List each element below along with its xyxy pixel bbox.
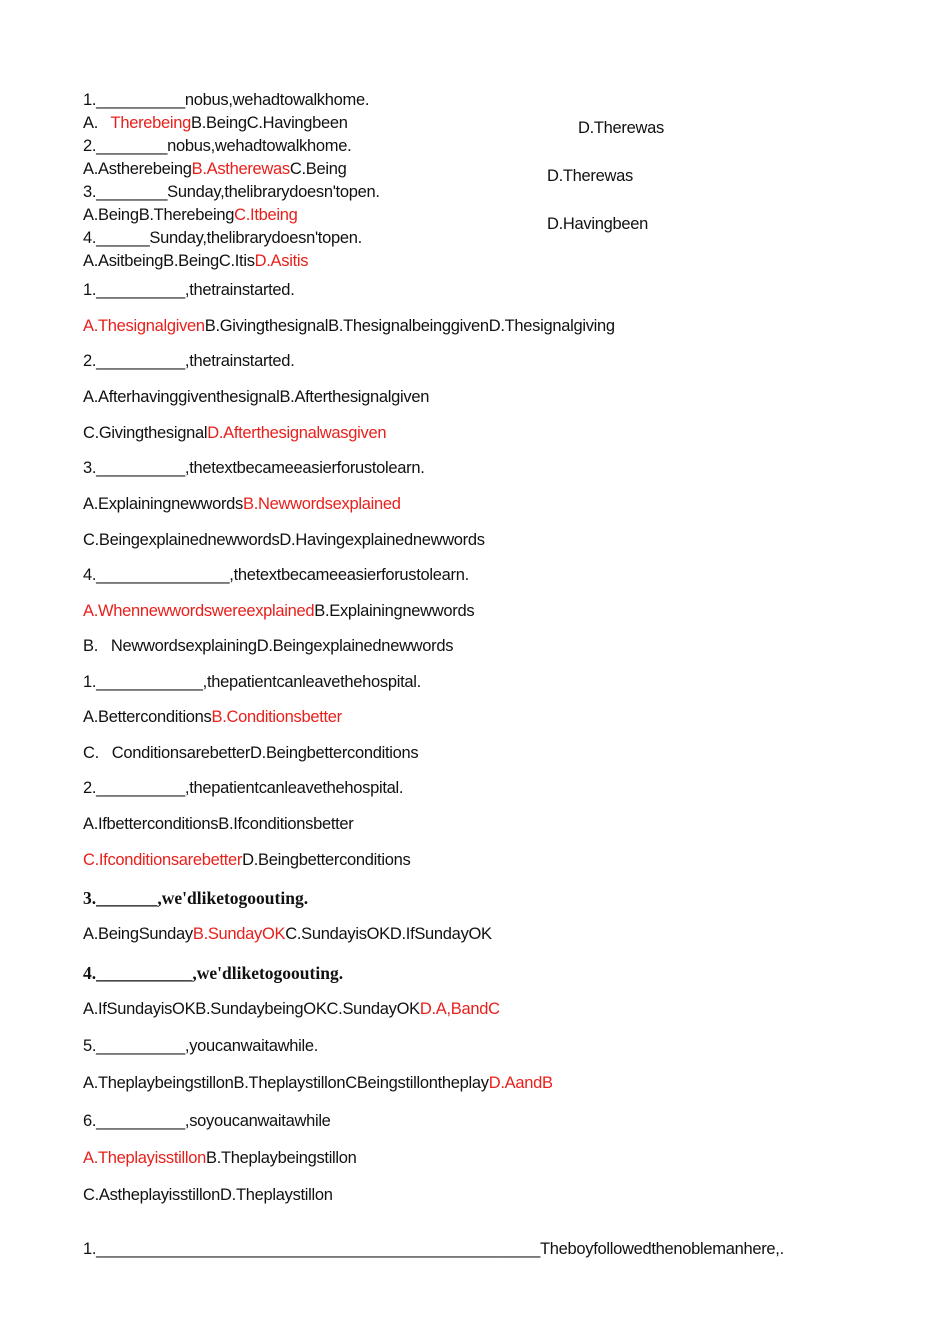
exercise-line-q2-b: [83, 351, 294, 371]
answer-text: D.Asitis: [254, 252, 309, 270]
line-text: C.SundayisOKD.IfSundayOK: [285, 925, 492, 943]
answer-text: B.Astherewas: [191, 160, 290, 178]
answer-text: A.Theplayisstillon: [83, 1149, 206, 1167]
line-text: 3.________Sunday,thelibrarydoesn'topen.: [83, 183, 380, 201]
answer-text: Therebeing: [110, 114, 192, 132]
line-text: 3._______,we'dliketogoouting.: [83, 888, 309, 908]
exercise-line-q5-c-options: [83, 1073, 553, 1093]
line-text: A.TheplaybeingstillonB.TheplaystillonCBeingstillontheplay: [83, 1074, 489, 1092]
exercise-line-q1-a-options: [83, 113, 348, 133]
exercise-line-q2-c-options-2: [83, 850, 410, 870]
side-option-q1-a-option-d: D.Therewas: [578, 119, 664, 137]
side-option-q2-a-option-d: D.Therewas: [547, 167, 633, 185]
line-text: 1.____________,thepatientcanleavethehospital.: [83, 673, 421, 691]
line-text: 2.__________,thepatientcanleavethehospital.: [83, 779, 404, 797]
line-text: B.GivingthesignalB.ThesignalbeinggivenD.Thesignalgiving: [204, 317, 615, 335]
exercise-line-q1-d: [83, 1239, 784, 1259]
exercise-line-q1-c-options-1: [83, 707, 342, 727]
answer-text: C.Ifconditionsarebetter: [83, 851, 243, 869]
line-text: 4.___________,we'dliketogoouting.: [83, 963, 344, 983]
answer-text: B.Newwordsexplained: [243, 495, 401, 513]
exercise-line-q3-b-options-1: [83, 494, 401, 514]
exercise-line-q3-b-options-2: [83, 530, 485, 550]
line-text: D.Beingbetterconditions: [242, 851, 411, 869]
answer-text: D.A,BandC: [419, 1000, 500, 1018]
line-text: A.Betterconditions: [83, 708, 212, 726]
exercise-line-q1-b: [83, 280, 294, 300]
line-text: B.Explainingnewwords: [314, 602, 475, 620]
exercise-line-q3-c: [83, 888, 308, 908]
exercise-line-q2-a-options: [83, 159, 346, 179]
exercise-line-q4-c: [83, 963, 343, 983]
line-text: B.BeingC.Havingbeen: [191, 114, 348, 132]
line-text: A.IfSundayisOKB.SundaybeingOKC.SundayOK: [83, 1000, 420, 1018]
answer-text: B.SundayOK: [192, 925, 286, 943]
line-text: 1.__________nobus,wehadtowalkhome.: [83, 91, 370, 109]
exercise-line-q3-c-options: [83, 924, 492, 944]
exercise-line-q3-a-options: [83, 205, 298, 225]
line-text: C. ConditionsarebetterD.Beingbetterconditions: [83, 744, 419, 762]
line-text: 6.__________,soyoucanwaitawhile: [83, 1112, 331, 1130]
answer-text: C.Itbeing: [234, 206, 298, 224]
line-text: 2.________nobus,wehadtowalkhome.: [83, 137, 352, 155]
line-text: C.BeingexplainednewwordsD.Havingexplainednewwords: [83, 531, 485, 549]
line-text: A.Explainingnewwords: [83, 495, 244, 513]
exercise-line-q6-c-options-2: [83, 1185, 333, 1205]
exercise-line-q4-b: [83, 565, 469, 585]
line-text: A.AfterhavinggiventhesignalB.Afterthesignalgiven: [83, 388, 430, 406]
line-text: A.BeingSunday: [83, 925, 193, 943]
answer-text: B.Conditionsbetter: [211, 708, 342, 726]
exercise-line-q1-b-options: [83, 316, 615, 336]
side-option-q3-a-option-d: D.Havingbeen: [547, 215, 648, 233]
exercise-line-q4-b-options-1: [83, 601, 474, 621]
line-text: A.Astherebeing: [83, 160, 192, 178]
line-text: 5.__________,youcanwaitawhile.: [83, 1037, 319, 1055]
line-text: A.: [83, 114, 111, 132]
line-text: A.AsitbeingB.BeingC.Itis: [83, 252, 255, 270]
exercise-line-q2-c-options-1: [83, 814, 354, 834]
line-text: B. NewwordsexplainingD.Beingexplainednewwords: [83, 637, 454, 655]
line-text: 2.__________,thetrainstarted.: [83, 352, 295, 370]
exercise-line-q2-b-options-1: [83, 387, 429, 407]
exercise-line-q4-a: [83, 228, 362, 248]
exercise-line-q4-a-options: [83, 251, 308, 271]
exercise-line-q1-a: [83, 90, 369, 110]
exercise-line-q4-b-options-2: [83, 636, 453, 656]
line-text: A.IfbetterconditionsB.Ifconditionsbetter: [83, 815, 354, 833]
line-text: C.Givingthesignal: [83, 424, 208, 442]
exercise-line-q3-a: [83, 182, 380, 202]
line-text: 1.__________________________________________________Theboyfollowedthenoblemanhere,.: [83, 1240, 784, 1258]
answer-text: D.AandB: [488, 1074, 553, 1092]
line-text: B.Theplaybeingstillon: [206, 1149, 357, 1167]
exercise-line-q2-c: [83, 778, 403, 798]
line-text: 4.______Sunday,thelibrarydoesn'topen.: [83, 229, 362, 247]
line-text: A.BeingB.Therebeing: [83, 206, 235, 224]
line-text: 3.__________,thetextbecameeasierforustolearn.: [83, 459, 425, 477]
exercise-line-q5-c: [83, 1036, 318, 1056]
line-text: 4._______________,thetextbecameeasierforustolearn.: [83, 566, 469, 584]
exercise-line-q1-c: [83, 672, 421, 692]
exercise-line-q4-c-options: [83, 999, 500, 1019]
exercise-line-q3-b: [83, 458, 425, 478]
line-text: 1.__________,thetrainstarted.: [83, 281, 295, 299]
answer-text: A.Whennewwordswereexplained: [83, 602, 315, 620]
answer-text: A.Thesignalgiven: [83, 317, 205, 335]
exercise-line-q6-c: [83, 1111, 331, 1131]
exercise-line-q6-c-options-1: [83, 1148, 357, 1168]
exercise-line-q2-b-options-2: [83, 423, 386, 443]
exercise-line-q2-a: [83, 136, 351, 156]
exercise-line-q1-c-options-2: [83, 743, 418, 763]
line-text: C.Being: [289, 160, 347, 178]
answer-text: D.Afterthesignalwasgiven: [207, 424, 387, 442]
line-text: C.AstheplayisstillonD.Theplaystillon: [83, 1186, 333, 1204]
